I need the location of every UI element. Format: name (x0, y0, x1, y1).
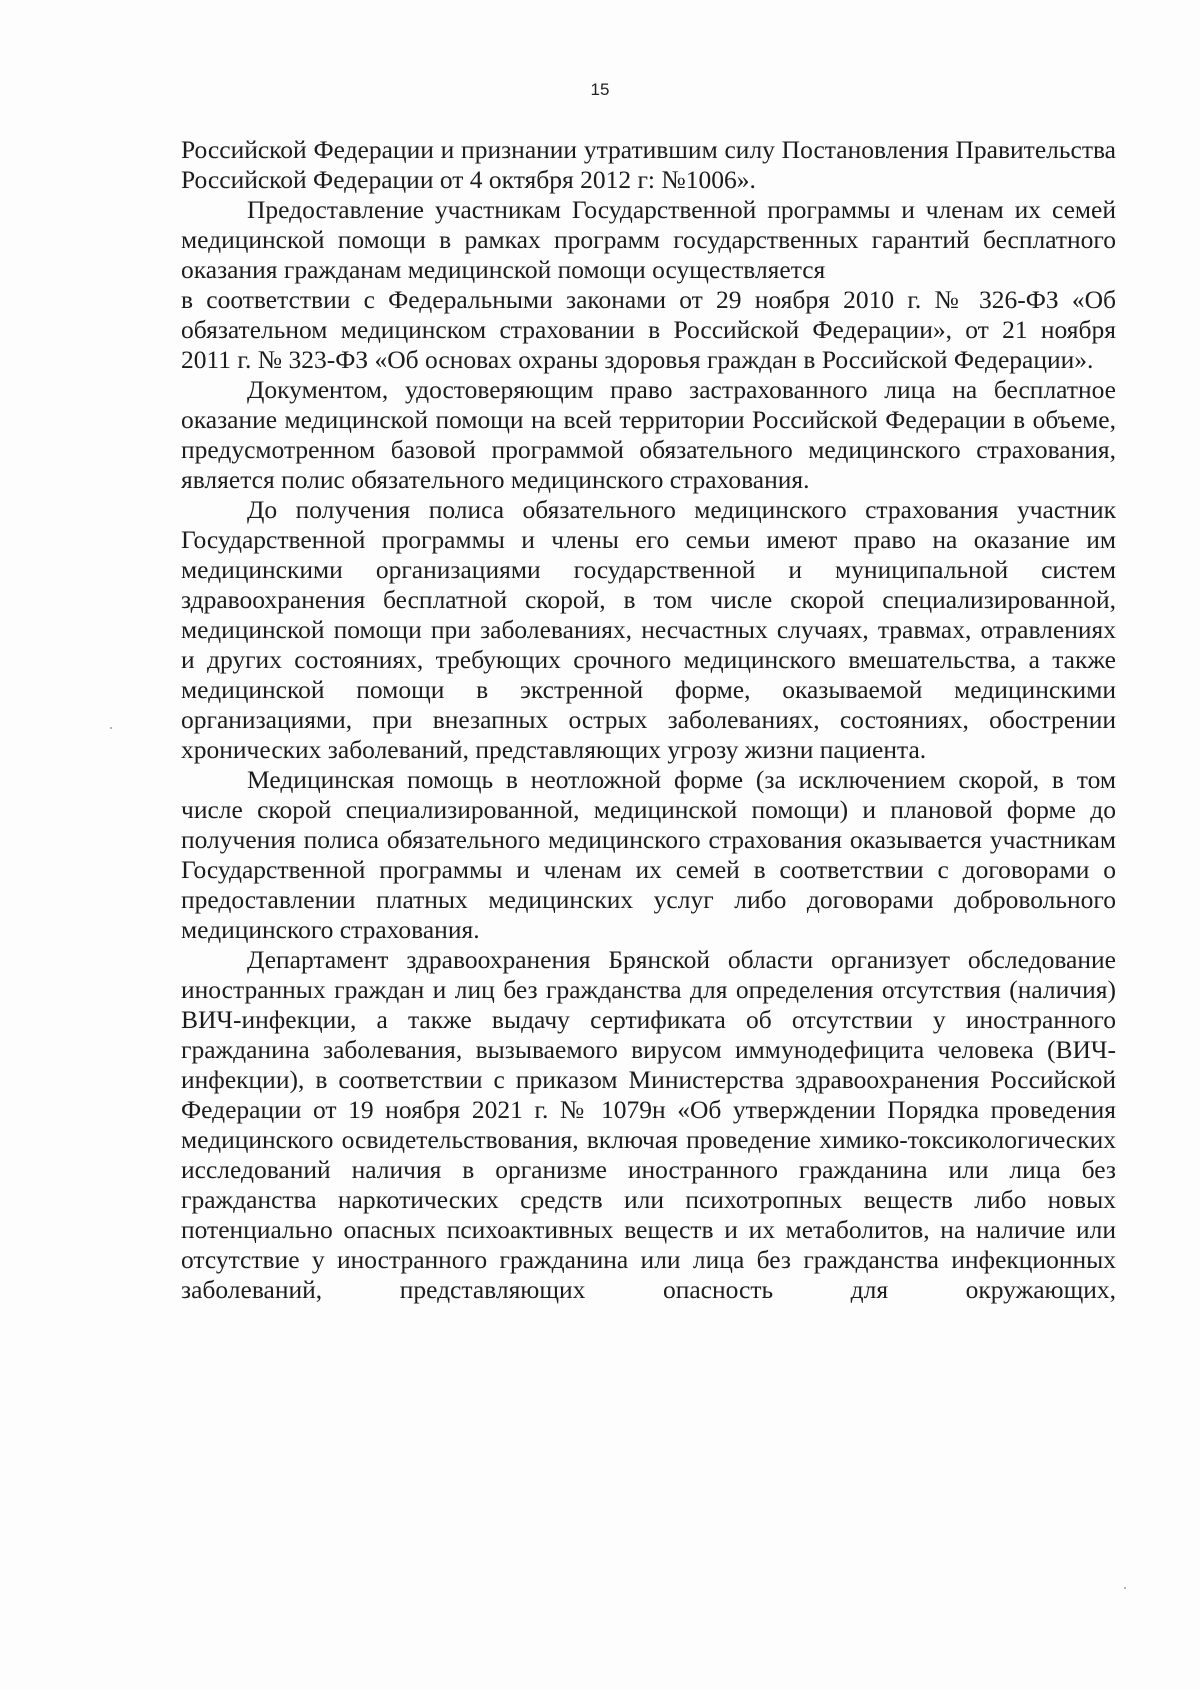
scan-speck (1124, 1587, 1126, 1589)
paragraph-6: Медицинская помощь в неотложной форме (за исключением скорой, в том числе скорой специализированной, медицинской помощи) и плановой форме до получения полиса обязательного медицинского страхования оказывается участникам Государственной программы и членам их семей в соответствии с договорами о предоставлении платных медицинских услуг либо договорами добровольного медицинского страхования. (181, 765, 1116, 944)
paragraph-1: Российской Федерации и признании утратившим силу Постановления Правительства Российской Федерации от 4 октября 2012 г: №1006». (181, 135, 1116, 194)
scan-speck (110, 727, 112, 729)
page-number: 15 (590, 80, 610, 99)
paragraph-4: Документом, удостоверяющим право застрахованного лица на бесплатное оказание медицинской помощи на всей территории Российской Федерации в объеме, предусмотренном базовой программой обязательного медицинского страхования, является полис обязательного медицинского страхования. (181, 375, 1116, 494)
paragraph-5: До получения полиса обязательного медицинского страхования участник Государственной программы и члены его семьи имеют право на оказание им медицинскими организациями государственной и муниципальной систем здравоохранения бесплатной скорой, в том числе скорой специализированной, медицинской помощи при заболеваниях, несчастных случаях, травмах, отравлениях и других состояниях, требующих срочного медицинского вмешательства, а также медицинской помощи в экстренной форме, оказываемой медицинскими организациями, при внезапных острых заболеваниях, состояниях, обострении хронических заболеваний, представляющих угрозу жизни пациента. (181, 495, 1116, 764)
paragraph-7: Департамент здравоохранения Брянской области организует обследование иностранных граждан и лиц без гражданства для определения отсутствия (наличия) ВИЧ-инфекции, а также выдачу сертификата об отсутствии у иностранного гражданина заболевания, вызываемого вирусом иммунодефицита человека (ВИЧ-инфекции), в соответствии с приказом Министерства здравоохранения Российской Федерации от 19 ноября 2021 г. № 1079н «Об утверждении Порядка проведения медицинского освидетельствования, включая проведение химико-токсикологических исследований наличия в организме иностранного гражданина или лица без гражданства наркотических средств или психотропных веществ либо новых потенциально опасных психоактивных веществ и их метаболитов, на наличие или отсутствие у иностранного гражданина или лица без гражданства инфекционных заболеваний, представляющих опасность для окружающих, (181, 945, 1116, 1304)
paragraph-2: Предоставление участникам Государственной программы и членам их семей медицинской помощи в рамках программ государственных гарантий бесплатного оказания гражданам медицинской помощи осуществляется (181, 195, 1116, 284)
paragraph-3: в соответствии с Федеральными законами от 29 ноября 2010 г. № 326-ФЗ «Об обязательном медицинском страховании в Российской Федерации», от 21 ноября 2011 г. № 323-ФЗ «Об основах охраны здоровья граждан в Российской Федерации». (181, 285, 1116, 374)
document-body (181, 135, 1116, 1305)
